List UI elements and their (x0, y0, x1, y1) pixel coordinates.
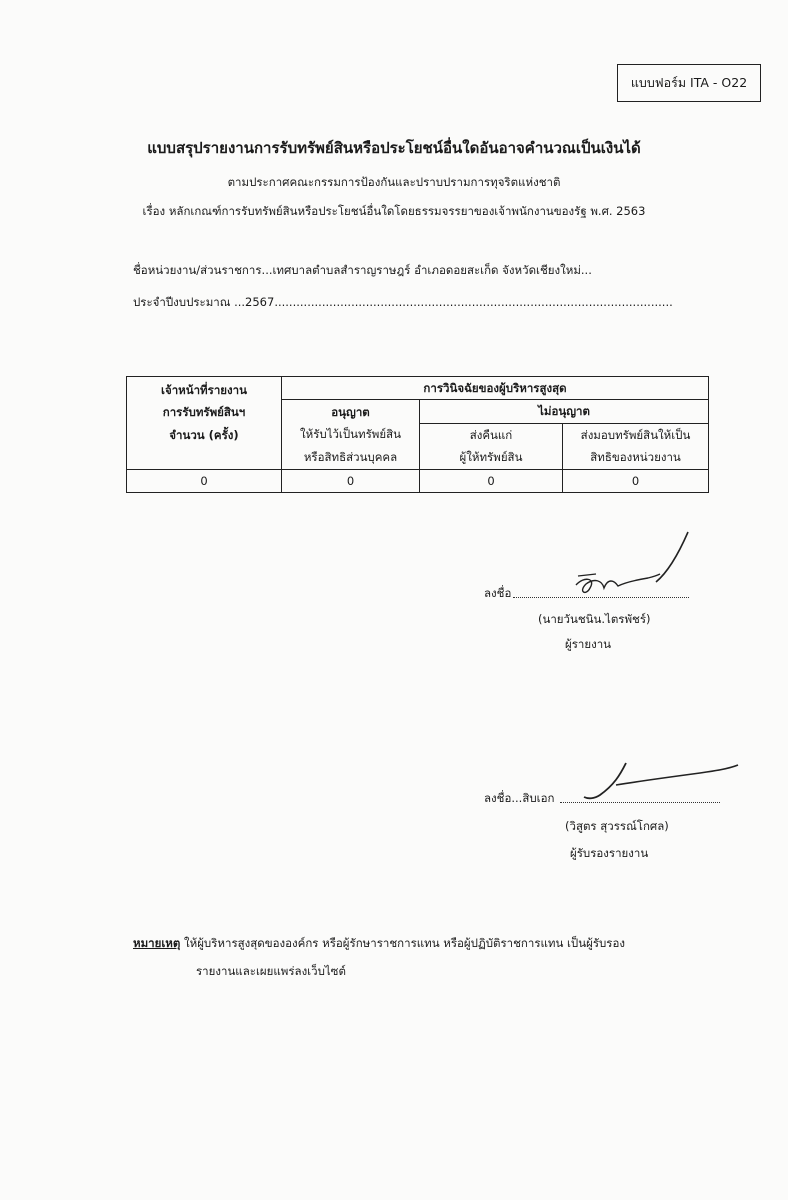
allowed-line-2: หรือสิทธิส่วนบุคคล (303, 449, 398, 464)
reporter-count-value: 0 (127, 469, 282, 492)
decision-header: การวินิจฉัยของผู้บริหารสูงสุด (282, 377, 709, 400)
return-value: 0 (420, 469, 563, 492)
return-line-2: ผู้ให้ทรัพย์สิน (459, 450, 523, 465)
allowed-value: 0 (282, 469, 420, 492)
document-title: แบบสรุปรายงานการรับทรัพย์สินหรือประโยชน์อื่นใดอันอาจคำนวณเป็นเงินได้ (147, 139, 641, 157)
reporter-count-header (127, 377, 282, 470)
not-allowed-header: ไม่อนุญาต (420, 400, 709, 423)
signature-1-name: (นายวันชนิน.ไตรพัชร์) (538, 612, 651, 626)
allowed-line-1: ให้รับไว้เป็นทรัพย์สิน (300, 427, 401, 442)
allowed-header: อนุญาต (331, 404, 370, 419)
signature-1-role: ผู้รายงาน (565, 637, 612, 651)
document-subtitle-1: ตามประกาศคณะกรรมการป้องกันและปราบปรามการทุจริตแห่งชาติ (227, 175, 561, 189)
note-line-1 (133, 935, 625, 953)
signature-2-label: ลงชื่อ...สิบเอก (484, 791, 555, 805)
reporter-header-line-1: เจ้าหน้าที่รายงาน (161, 383, 247, 397)
document-subtitle-2: เรื่อง หลักเกณฑ์การรับทรัพย์สินหรือประโยชน์อื่นใดโดยธรรมจรรยาของเจ้าพนักงานของรัฐ พ.ศ. 2563 (142, 204, 646, 218)
form-code: แบบฟอร์ม ITA - O22 (630, 75, 748, 90)
table-header-row-1 (127, 377, 709, 400)
allowed-header-cell (282, 400, 420, 469)
signature-1-label: ลงชื่อ (484, 586, 512, 600)
transfer-line-2: สิทธิของหน่วยงาน (590, 450, 681, 465)
reporter-header-line-2: การรับทรัพย์สินฯ (162, 405, 246, 420)
return-header-cell (420, 423, 563, 469)
signature-1-line (513, 597, 689, 598)
form-code-box (617, 64, 761, 102)
return-line-1: ส่งคืนแก่ (469, 427, 513, 442)
summary-table (126, 376, 709, 493)
fiscal-year-line: ประจำปีงบประมาณ ...2567............................................................................................................. (133, 295, 673, 309)
transfer-value: 0 (563, 469, 709, 492)
transfer-header-cell (563, 423, 709, 469)
note-heading: หมายเหตุ (133, 936, 181, 950)
signature-2-name: (วิสูตร สุวรรณ์โกศล) (565, 819, 669, 833)
signature-2-line (560, 802, 720, 803)
approver-signature (580, 755, 740, 805)
signature-2-role: ผู้รับรองรายงาน (570, 846, 649, 860)
reporter-signature (556, 530, 696, 610)
note-text-1: ให้ผู้บริหารสูงสุดขององค์กร หรือผู้รักษาราชการแทน หรือผู้ปฏิบัติราชการแทน เป็นผู้รับรอง (180, 936, 626, 950)
transfer-line-1: ส่งมอบทรัพย์สินให้เป็น (580, 427, 691, 442)
note-line-2: รายงานและเผยแพร่ลงเว็บไซต์ (196, 964, 346, 978)
agency-line: ชื่อหน่วยงาน/ส่วนราชการ...เทศบาลตำบลสำราญราษฎร์ อำเภอดอยสะเก็ด จังหวัดเชียงใหม่... (133, 263, 592, 277)
reporter-header-line-3: จำนวน (ครั้ง) (169, 427, 239, 442)
table-row (127, 469, 709, 492)
